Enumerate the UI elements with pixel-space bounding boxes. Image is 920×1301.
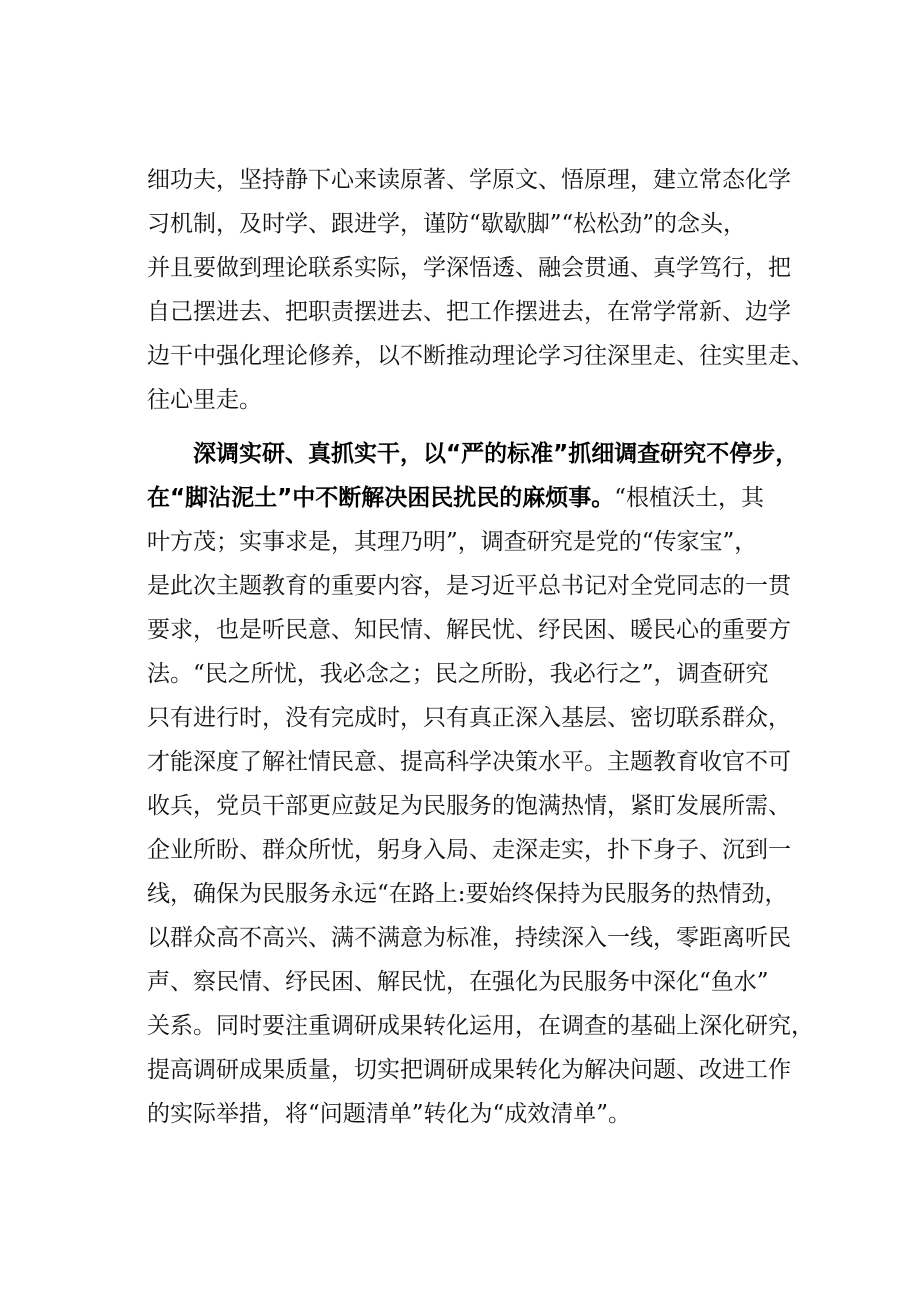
paragraph-line: 才能深度了解社情民意、提高科学决策水平。主题教育收官不可 [147,749,791,775]
paragraph-line: 叶方茂；实事求是，其理乃明”，调查研究是党的“传家宝”， [147,529,758,555]
paragraph-line: 边干中强化理论修养，以不断推动理论学习往深里走、往实里走、 [147,343,814,369]
paragraph-line: 法。“民之所忧，我必念之；民之所盼，我必行之”，调查研究 [147,661,769,687]
paragraph-line: 自己摆进去、把职责摆进去、把工作摆进去，在常学常新、边学 [147,299,791,325]
paragraph-line: 习机制，及时学、跟进学，谨防“歇歇脚”“松松劲”的念头， [147,211,747,237]
paragraph-fragment: “根植沃土，其 [614,485,764,511]
paragraph-1 [147,158,814,422]
paragraph-line: 提高调研成果质量，切实把调研成果转化为解决问题、改进工作 [147,1057,791,1083]
paragraph-line: 细功夫，坚持静下心来读原著、学原文、悟原理，建立常态化学 [147,167,791,193]
paragraph-spacer [147,422,807,432]
bold-heading-line: 深调实研、真抓实干，以“严的标准”抓细调查研究不停步， [193,441,799,467]
paragraph-line: 企业所盼、群众所忧，躬身入局、走深走实，扑下身子、沉到一 [147,837,791,863]
paragraph-line: 以群众高不高兴、满不满意为标准，持续深入一线，零距离听民 [147,925,791,951]
paragraph-line: 往心里走。 [147,387,262,413]
paragraph-line: 线，确保为民服务永远“在路上:要始终保持为民服务的热情劲， [147,881,788,907]
paragraph-line: 的实际举措，将“问题清单”转化为“成效清单”。 [147,1101,632,1127]
mixed-line [147,476,807,520]
bold-heading-fragment: 在“脚沾泥土”中不断解决困民扰民的麻烦事。 [147,485,615,511]
document-body [147,158,814,1136]
paragraph-line: 是此次主题教育的重要内容，是习近平总书记对全党同志的一贯 [147,573,791,599]
paragraph-line: 关系。同时要注重调研成果转化运用，在调查的基础上深化研究， [147,1013,814,1039]
paragraph-line: 收兵，党员干部更应鼓足为民服务的饱满热情，紧盯发展所需、 [147,793,791,819]
paragraph-line: 声、察民情、纾民困、解民忧，在强化为民服务中深化“鱼水” [147,969,769,995]
paragraph-line: 要求，也是听民意、知民情、解民忧、纾民困、暖民心的重要方 [147,617,791,643]
paragraph-line: 并且要做到理论联系实际，学深悟透、融会贯通、真学笃行，把 [147,255,791,281]
paragraph-2 [147,432,814,1136]
paragraph-line: 只有进行时，没有完成时，只有真正深入基层、密切联系群众， [147,705,791,731]
